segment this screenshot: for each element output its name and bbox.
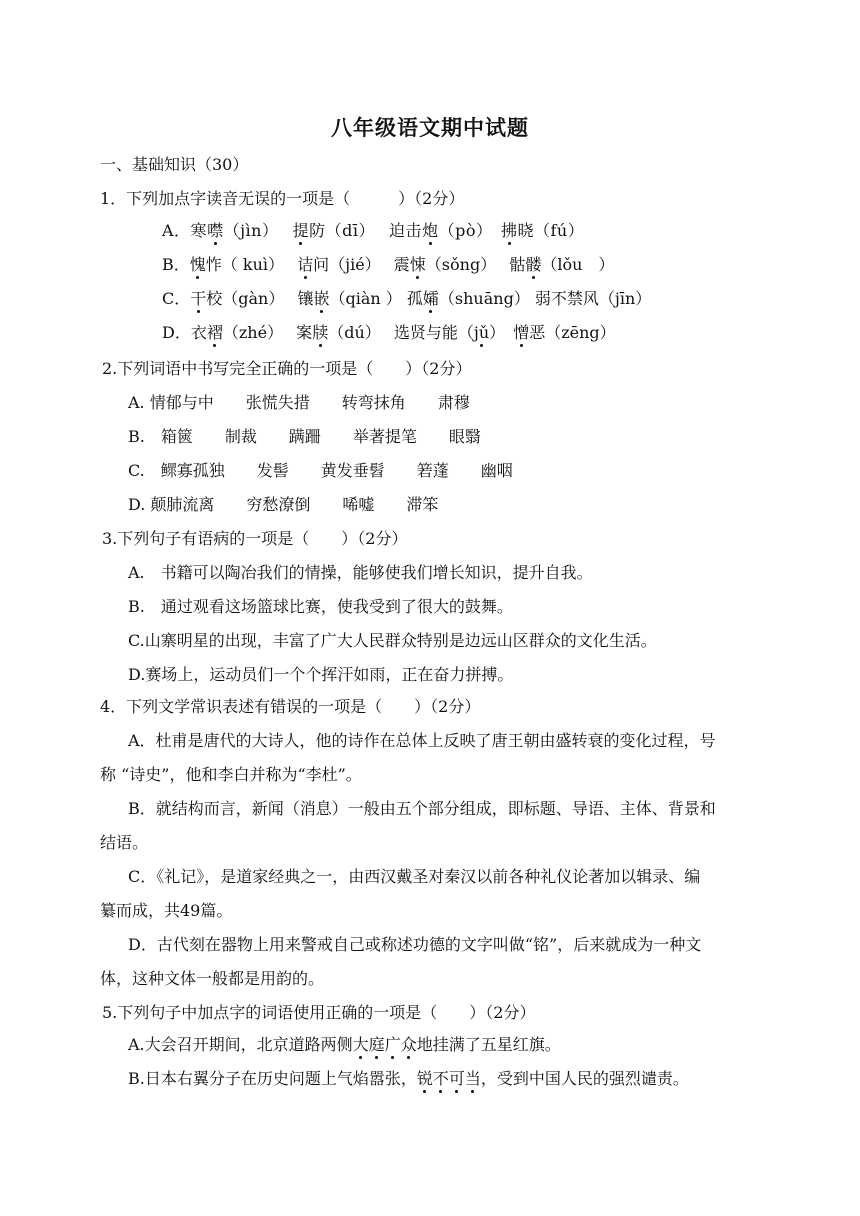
question-2-option-a: A. 情郁与中 张慌失措 转弯抹角 肃穆 — [128, 393, 470, 412]
question-5-option-a: A.大会召开期间，北京道路两侧大庭广众地挂满了五星红旗。 — [128, 1035, 561, 1054]
question-1-option-b: B．愧怍（ kuì） 诘问（jié） 震悚（sǒng） 骷髅（lǒu ） — [162, 255, 615, 274]
question-4-option-a-line2: 称 “诗史”，他和李白并称为“李杜”。 — [100, 765, 362, 784]
question-2-stem: 2.下列词语中书写完全正确的一项是（ ）（2分） — [102, 359, 472, 378]
question-3-stem: 3.下列句子有语病的一项是（ ）（2分） — [102, 529, 408, 548]
question-4-option-b-line1: B．就结构而言，新闻（消息）一般由五个部分组成，即标题、导语、主体、背景和 — [128, 799, 716, 818]
question-4-stem: 4．下列文学常识表述有错误的一项是（ ）（2分） — [100, 697, 481, 716]
page-title: 八年级语文期中试题 — [331, 115, 529, 140]
question-1-stem: 1．下列加点字读音无误的一项是（ ）（2分） — [100, 189, 465, 208]
question-4-option-d-line1: D．古代刻在器物上用来警戒自己或称述功德的文字叫做“铭”，后来就成为一种文 — [128, 935, 702, 954]
question-1-option-c: C．干校（gàn） 镶嵌（qiàn ） 孤孀（shuāng） 弱不禁风（jīn） — [162, 289, 652, 308]
question-4-option-b-line2: 结语。 — [100, 833, 149, 852]
question-5-option-b: B.日本右翼分子在历史问题上气焰嚣张，锐不可当，受到中国人民的强烈谴责。 — [128, 1069, 689, 1088]
question-4-option-c-line1: C．《礼记》，是道家经典之一，由西汉戴圣对秦汉以前各种礼仪论著加以辑录、编 — [128, 867, 701, 886]
question-3-option-b: B. 通过观看这场篮球比赛，使我受到了很大的鼓舞。 — [128, 597, 513, 616]
question-1-option-a: A．寒噤（jìn） 提防（dī） 迫击炮（pò） 拂晓（fú） — [162, 221, 585, 240]
question-1-option-d: D．衣褶（zhé） 案牍（dú） 选贤与能（jǔ） 憎恶（zēng） — [162, 323, 616, 342]
question-4-option-a-line1: A．杜甫是唐代的大诗人，他的诗作在总体上反映了唐王朝由盛转衰的变化过程，号 — [128, 731, 716, 750]
question-3-option-d: D.赛场上，运动员们一个个挥汗如雨，正在奋力拼搏。 — [128, 665, 514, 684]
question-4-option-d-line2: 体，这种文体一般都是用韵的。 — [100, 969, 325, 988]
question-2-option-c: C. 鳏寡孤独 发髻 黄发垂髫 箬蓬 幽咽 — [128, 461, 513, 480]
question-2-option-d: D. 颠肺流离 穷愁潦倒 唏嘘 滞笨 — [128, 495, 439, 514]
question-4-option-c-line2: 纂而成，共49篇。 — [100, 901, 233, 920]
question-3-option-a: A. 书籍可以陶冶我们的情操，能够使我们增长知识，提升自我。 — [128, 563, 593, 582]
question-5-stem: 5.下列句子中加点字的词语使用正确的一项是（ ）（2分） — [102, 1003, 536, 1022]
question-2-option-b: B. 箱篋 制裁 蹒跚 举著提笔 眼翳 — [128, 427, 481, 446]
question-3-option-c: C.山寨明星的出现，丰富了广大人民群众特别是边远山区群众的文化生活。 — [128, 631, 657, 650]
section-heading: 一、基础知识（30） — [100, 155, 249, 174]
